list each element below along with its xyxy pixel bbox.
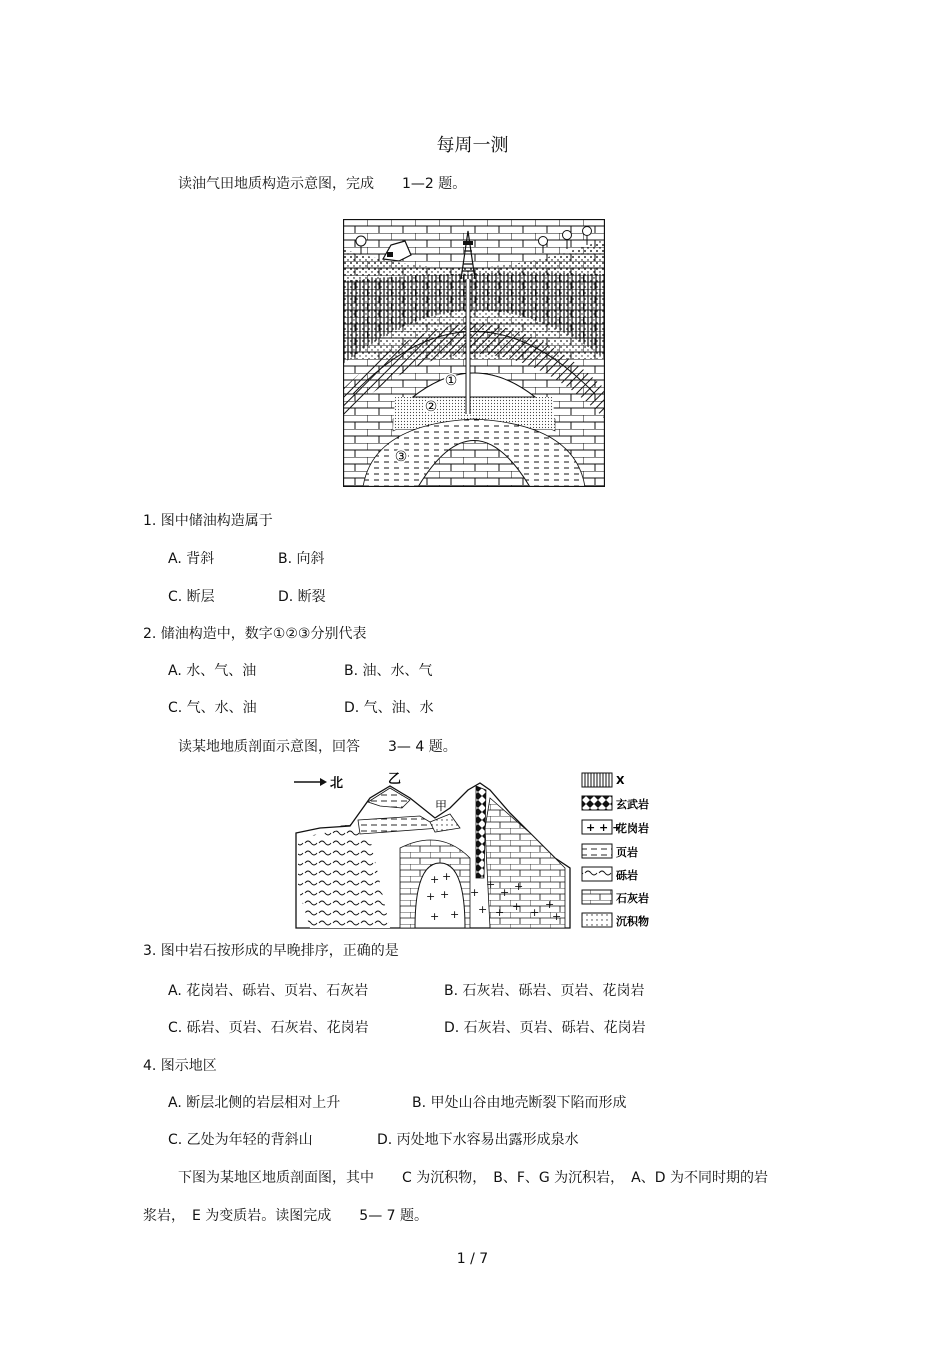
legend bbox=[582, 773, 649, 928]
question-3-option-d[interactable]: D. 石灰岩、页岩、砾岩、花岗岩 bbox=[444, 1020, 646, 1036]
legend-shale: 页岩 bbox=[616, 846, 638, 859]
legend-x: X bbox=[616, 774, 625, 787]
question-2-stem: 2. 储油构造中，数字①②③分别代表 bbox=[143, 626, 367, 642]
legend-granite: 花岗岩 bbox=[616, 822, 649, 835]
question-3-stem: 3. 图中岩石按形成的早晚排序，正确的是 bbox=[143, 943, 399, 959]
question-4-option-b[interactable]: B. 甲处山谷由地壳断裂下陷而形成 bbox=[412, 1095, 627, 1111]
svg-text:+: + bbox=[430, 873, 440, 886]
question-1-option-a[interactable]: A. 背斜 bbox=[168, 551, 215, 567]
svg-text:+: + bbox=[530, 906, 540, 919]
question-3-option-b[interactable]: B. 石灰岩、砾岩、页岩、花岗岩 bbox=[444, 983, 645, 999]
page-title: 每周一测 bbox=[436, 135, 509, 156]
intro-text-3-line-2: 浆岩， E 为变质岩。读图完成 5— 7 题。 bbox=[143, 1208, 429, 1224]
question-4-option-a[interactable]: A. 断层北侧的岩层相对上升 bbox=[168, 1095, 341, 1111]
svg-text:+: + bbox=[430, 910, 440, 923]
question-3-option-a[interactable]: A. 花岗岩、砾岩、页岩、石灰岩 bbox=[168, 983, 369, 999]
svg-text:+: + bbox=[442, 870, 452, 883]
question-2-option-d[interactable]: D. 气、油、水 bbox=[344, 700, 434, 716]
svg-text:+: + bbox=[486, 878, 496, 891]
question-2-option-c[interactable]: C. 气、水、油 bbox=[168, 700, 257, 716]
svg-text:+: + bbox=[545, 898, 555, 911]
intro-text-2: 读某地地质剖面示意图，回答 3— 4 题。 bbox=[178, 739, 457, 755]
question-1-stem: 1. 图中储油构造属于 bbox=[143, 513, 273, 529]
question-1-option-b[interactable]: B. 向斜 bbox=[278, 551, 325, 567]
intro-text-3-line-1: 下图为某地区地质剖面图，其中 C 为沉积物， B、F、G 为沉积岩， A、D 为不同时期的岩 bbox=[178, 1170, 768, 1186]
svg-text:+: + bbox=[450, 908, 460, 921]
label-2: ② bbox=[424, 399, 438, 415]
north-label: 北 bbox=[330, 776, 344, 791]
question-1-option-c[interactable]: C. 断层 bbox=[168, 589, 215, 605]
page-number: 1 / 7 bbox=[456, 1251, 489, 1267]
question-4-stem: 4. 图示地区 bbox=[143, 1058, 217, 1074]
geologic-section-diagram bbox=[290, 768, 662, 934]
svg-text:+: + bbox=[426, 890, 436, 903]
intro-text-1: 读油气田地质构造示意图，完成 1—2 题。 bbox=[178, 176, 467, 192]
label-3: ③ bbox=[394, 449, 408, 465]
svg-text:+: + bbox=[552, 910, 562, 923]
oil-field-diagram bbox=[343, 219, 605, 487]
svg-text:+: + bbox=[478, 903, 488, 916]
svg-text:+: + bbox=[500, 886, 510, 899]
label-jia: 甲 bbox=[435, 799, 448, 813]
svg-text:+: + bbox=[514, 880, 524, 893]
question-4-option-c[interactable]: C. 乙处为年轻的背斜山 bbox=[168, 1132, 313, 1148]
legend-limestone: 石灰岩 bbox=[616, 892, 649, 905]
svg-text:+: + bbox=[470, 886, 480, 899]
svg-text:+ + +: + + + bbox=[586, 821, 622, 834]
question-2-option-a[interactable]: A. 水、气、油 bbox=[168, 663, 257, 679]
legend-sediment: 沉积物 bbox=[616, 915, 649, 928]
label-yi: 乙 bbox=[388, 772, 402, 787]
question-4-option-d[interactable]: D. 丙处地下水容易出露形成泉水 bbox=[377, 1132, 579, 1148]
label-1: ① bbox=[444, 373, 458, 389]
question-3-option-c[interactable]: C. 砾岩、页岩、石灰岩、花岗岩 bbox=[168, 1020, 369, 1036]
svg-text:+: + bbox=[512, 900, 522, 913]
question-2-option-b[interactable]: B. 油、水、气 bbox=[344, 663, 433, 679]
svg-text:+: + bbox=[495, 906, 505, 919]
svg-text:+: + bbox=[440, 888, 450, 901]
question-1-option-d[interactable]: D. 断裂 bbox=[278, 589, 326, 605]
legend-basalt: 玄武岩 bbox=[616, 798, 649, 811]
legend-conglomerate: 砾岩 bbox=[616, 869, 638, 882]
